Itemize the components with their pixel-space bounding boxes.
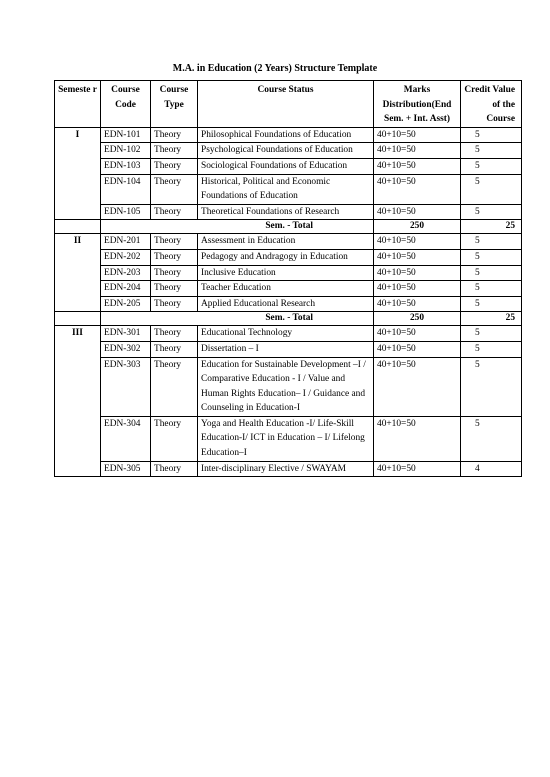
credit-cell: 5 [461,357,522,416]
marks-cell: 40+10=50 [374,143,461,159]
course-type-cell: Theory [151,281,198,297]
semester-label: II [55,234,101,312]
credit-cell: 5 [461,174,522,204]
course-code-cell: EDN-201 [101,234,151,250]
course-status-cell: Historical, Political and Economic Foundations of Education [198,174,374,204]
course-type-cell: Theory [151,249,198,265]
credit-cell: 5 [461,127,522,143]
table-row [55,234,522,250]
credit-cell: 5 [461,249,522,265]
course-status-cell: Psychological Foundations of Education [198,143,374,159]
course-status-cell: Teacher Education [198,281,374,297]
sem-total-marks: 250 [374,220,461,234]
marks-cell: 40+10=50 [374,326,461,342]
table-body [55,127,522,476]
course-type-cell: Theory [151,326,198,342]
course-status-cell: Assessment in Education [198,234,374,250]
semester-total-row [55,220,522,234]
course-type-cell: Theory [151,416,198,461]
table-row [55,416,522,461]
semester-label: III [55,326,101,477]
sem-total-label: Sem. - Total [101,220,374,234]
sem-total-credit: 25 [461,220,522,234]
table-row [55,204,522,220]
table-row [55,174,522,204]
marks-cell: 40+10=50 [374,204,461,220]
header-course-code: Course Code [101,81,151,128]
course-code-cell: EDN-203 [101,265,151,281]
course-status-cell: Education for Sustainable Development –I / Comparative Education - I / Value and Human Rights Education– I / Guidance and Counseling in Education-I [198,357,374,416]
course-code-cell: EDN-304 [101,416,151,461]
course-status-cell: Theoretical Foundations of Research [198,204,374,220]
semester-label: I [55,127,101,220]
credit-cell: 5 [461,281,522,297]
credit-cell: 5 [461,296,522,312]
table-row [55,461,522,477]
course-status-cell: Philosophical Foundations of Education [198,127,374,143]
course-type-cell: Theory [151,234,198,250]
course-code-cell: EDN-103 [101,158,151,174]
table-row [55,158,522,174]
course-status-cell: Inclusive Education [198,265,374,281]
table-row [55,249,522,265]
course-type-cell: Theory [151,127,198,143]
course-type-cell: Theory [151,265,198,281]
marks-cell: 40+10=50 [374,341,461,357]
marks-cell: 40+10=50 [374,416,461,461]
marks-cell: 40+10=50 [374,461,461,477]
marks-cell: 40+10=50 [374,234,461,250]
credit-cell: 5 [461,158,522,174]
header-credit: Credit Value of the Course [461,81,522,128]
course-type-cell: Theory [151,204,198,220]
marks-cell: 40+10=50 [374,357,461,416]
semester-total-row [55,312,522,326]
blank-cell [55,312,101,326]
course-status-cell: Sociological Foundations of Education [198,158,374,174]
course-status-cell: Inter-disciplinary Elective / SWAYAM [198,461,374,477]
marks-cell: 40+10=50 [374,127,461,143]
header-course-type: Course Type [151,81,198,128]
sem-total-credit: 25 [461,312,522,326]
marks-cell: 40+10=50 [374,174,461,204]
sem-total-label: Sem. - Total [101,312,374,326]
course-code-cell: EDN-303 [101,357,151,416]
marks-cell: 40+10=50 [374,158,461,174]
course-type-cell: Theory [151,158,198,174]
header-marks: Marks Distribution(End Sem. + Int. Asst) [374,81,461,128]
course-code-cell: EDN-104 [101,174,151,204]
course-type-cell: Theory [151,143,198,159]
credit-cell: 5 [461,416,522,461]
course-status-cell: Applied Educational Research [198,296,374,312]
blank-cell [55,220,101,234]
course-code-cell: EDN-305 [101,461,151,477]
table-row [55,143,522,159]
sem-total-marks: 250 [374,312,461,326]
table-row [55,127,522,143]
course-status-cell: Pedagogy and Andragogy in Education [198,249,374,265]
course-type-cell: Theory [151,341,198,357]
course-type-cell: Theory [151,296,198,312]
course-code-cell: EDN-102 [101,143,151,159]
header-semester: Semeste r [55,81,101,128]
course-type-cell: Theory [151,461,198,477]
credit-cell: 5 [461,265,522,281]
credit-cell: 5 [461,234,522,250]
page-title: M.A. in Education (2 Years) Structure Template [172,63,378,74]
course-status-cell: Dissertation – I [198,341,374,357]
table-row [55,265,522,281]
course-status-cell: Yoga and Health Education -I/ Life-Skill Education-I/ ICT in Education – I/ Lifelong Education–I [198,416,374,461]
credit-cell: 5 [461,143,522,159]
credit-cell: 5 [461,204,522,220]
course-code-cell: EDN-301 [101,326,151,342]
table-row [55,357,522,416]
marks-cell: 40+10=50 [374,265,461,281]
header-row [55,81,522,128]
header-course-status: Course Status [198,81,374,128]
course-code-cell: EDN-101 [101,127,151,143]
course-code-cell: EDN-202 [101,249,151,265]
table-row [55,326,522,342]
course-type-cell: Theory [151,357,198,416]
marks-cell: 40+10=50 [374,281,461,297]
table-row [55,296,522,312]
credit-cell: 4 [461,461,522,477]
course-code-cell: EDN-105 [101,204,151,220]
course-code-cell: EDN-205 [101,296,151,312]
course-code-cell: EDN-302 [101,341,151,357]
course-type-cell: Theory [151,174,198,204]
table-row [55,281,522,297]
course-code-cell: EDN-204 [101,281,151,297]
credit-cell: 5 [461,341,522,357]
course-status-cell: Educational Technology [198,326,374,342]
marks-cell: 40+10=50 [374,249,461,265]
table-row [55,341,522,357]
marks-cell: 40+10=50 [374,296,461,312]
credit-cell: 5 [461,326,522,342]
course-structure-table [54,80,522,477]
